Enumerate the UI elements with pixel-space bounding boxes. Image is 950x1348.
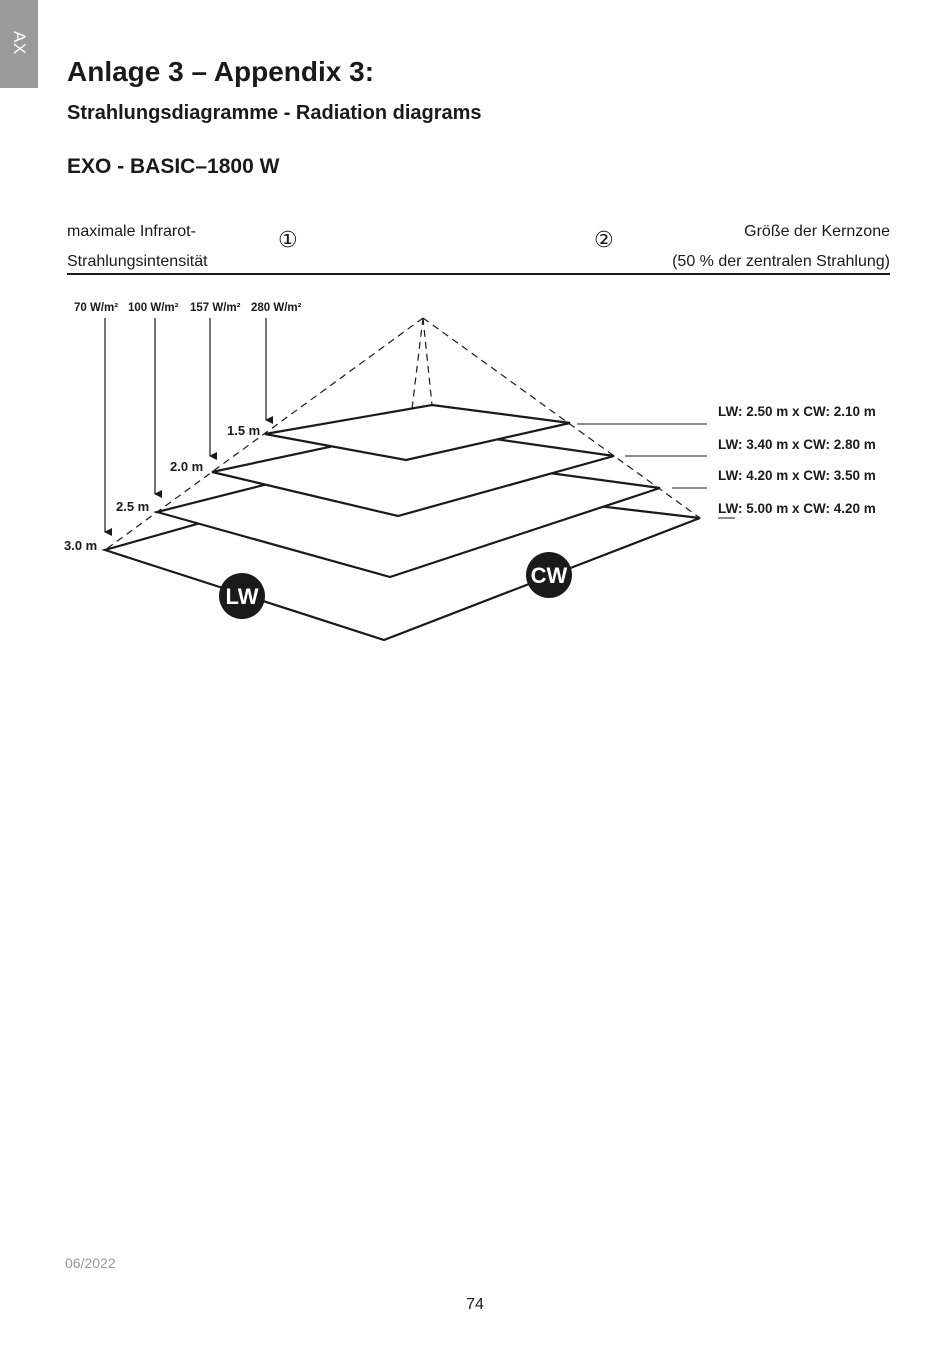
height-label-2-0m: 2.0 m [170, 459, 204, 474]
cw-badge-label: CW [530, 563, 568, 588]
marker-2-icon: ② [594, 227, 614, 252]
page-number: 74 [466, 1296, 484, 1313]
zone-label-2-0m: LW: 3.40 m x CW: 2.80 m [718, 437, 876, 452]
height-label-1-5m: 1.5 m [227, 423, 261, 438]
height-label-2-5m: 2.5 m [116, 499, 150, 514]
intensity-heading-line-2: Strahlungsintensität [67, 253, 208, 270]
model-heading: EXO - BASIC–1800 W [67, 155, 280, 178]
page-subtitle: Strahlungsdiagramme - Radiation diagrams [67, 102, 482, 124]
page-title: Anlage 3 – Appendix 3: [67, 56, 375, 87]
height-label-3-0m: 3.0 m [64, 538, 98, 553]
intensity-heading-line-1: maximale Infrarot- [67, 223, 196, 240]
core-zone-heading-line-2: (50 % der zentralen Strahlung) [672, 253, 890, 270]
zone-label-3-0m: LW: 5.00 m x CW: 4.20 m [718, 501, 876, 516]
footer-date: 06/2022 [65, 1255, 116, 1271]
marker-1-icon: ① [278, 227, 298, 252]
section-tab-label: AX [10, 31, 29, 55]
pyramid-edge-back [423, 318, 432, 405]
zone-label-1-5m: LW: 2.50 m x CW: 2.10 m [718, 404, 876, 419]
intensity-label-70: 70 W/m² [74, 302, 119, 314]
lw-badge [219, 573, 265, 619]
core-zone-heading-line-1: Größe der Kernzone [744, 223, 890, 240]
intensity-label-280: 280 W/m² [251, 302, 302, 314]
zone-planes [105, 405, 700, 640]
intensity-label-157: 157 W/m² [190, 302, 241, 314]
cw-badge [526, 552, 572, 598]
zone-label-2-5m: LW: 4.20 m x CW: 3.50 m [718, 468, 876, 483]
lw-badge-label: LW [225, 584, 259, 609]
intensity-label-100: 100 W/m² [128, 302, 179, 314]
